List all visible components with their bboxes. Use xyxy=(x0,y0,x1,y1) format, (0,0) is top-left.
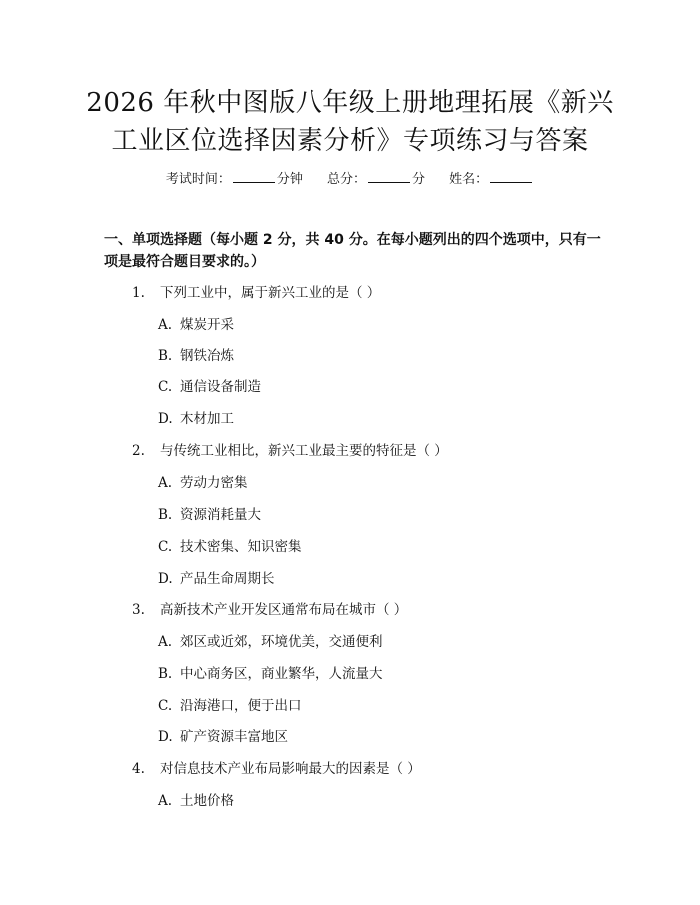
option-label: B. xyxy=(158,507,173,523)
total-score-label: 总分： xyxy=(326,172,366,187)
option-text: 通信设备制造 xyxy=(180,379,261,395)
option-text: 矿产资源丰富地区 xyxy=(180,729,288,745)
question-1-option-d xyxy=(158,409,234,429)
option-text: 资源消耗量大 xyxy=(180,507,261,523)
student-name-field xyxy=(449,172,534,187)
question-number: 3. xyxy=(132,602,145,618)
option-text: 沿海港口，便于出口 xyxy=(180,698,302,714)
question-number: 2. xyxy=(132,443,145,459)
option-label: A. xyxy=(158,793,173,809)
exam-time-unit: 分钟 xyxy=(276,172,303,187)
option-label: D. xyxy=(158,411,173,427)
option-label: C. xyxy=(158,539,173,555)
option-text: 煤炭开采 xyxy=(180,317,234,333)
question-4 xyxy=(132,759,421,779)
option-text: 钢铁冶炼 xyxy=(180,348,234,364)
question-3 xyxy=(132,600,407,620)
total-score-unit: 分 xyxy=(412,172,426,187)
question-2 xyxy=(132,441,448,461)
question-1-option-a xyxy=(158,315,234,335)
question-1-option-b xyxy=(158,346,234,366)
option-label: A. xyxy=(158,634,173,650)
option-text: 产品生命周期长 xyxy=(180,571,275,587)
option-label: D. xyxy=(158,571,173,587)
exam-time-blank xyxy=(233,170,275,183)
question-3-option-d xyxy=(158,727,288,747)
question-2-option-d xyxy=(158,569,275,589)
option-label: A. xyxy=(158,317,173,333)
question-4-option-a xyxy=(158,791,234,811)
option-label: D. xyxy=(158,729,173,745)
student-name-blank xyxy=(490,170,532,183)
question-3-option-c xyxy=(158,696,302,716)
exam-meta xyxy=(0,170,700,189)
question-1-option-c xyxy=(158,377,261,397)
question-number: 1. xyxy=(132,285,145,301)
total-score-blank xyxy=(368,170,410,183)
student-name-label: 姓名： xyxy=(449,172,489,187)
document-title xyxy=(40,84,660,160)
question-text: 对信息技术产业布局影响最大的因素是（ ） xyxy=(160,761,421,777)
option-text: 土地价格 xyxy=(180,793,234,809)
option-text: 木材加工 xyxy=(180,411,234,427)
question-2-option-a xyxy=(158,473,248,493)
option-label: C. xyxy=(158,379,173,395)
question-text: 与传统工业相比，新兴工业最主要的特征是（ ） xyxy=(160,443,448,459)
title-line-2: 工业区位选择因素分析》专项练习与答案 xyxy=(111,126,589,156)
question-3-option-b xyxy=(158,664,383,684)
section-heading: 一、单项选择题（每小题 2 分，共 40 分。在每小题列出的四个选项中，只有一项是最符合题目要求的。） xyxy=(104,232,601,270)
question-2-option-b xyxy=(158,505,261,525)
option-label: B. xyxy=(158,666,173,682)
question-number: 4. xyxy=(132,761,145,777)
option-label: B. xyxy=(158,348,173,364)
question-text: 高新技术产业开发区通常布局在城市（ ） xyxy=(160,602,408,618)
option-text: 郊区或近郊，环境优美，交通便利 xyxy=(180,634,383,650)
option-text: 劳动力密集 xyxy=(180,475,248,491)
question-3-option-a xyxy=(158,632,383,652)
question-2-option-c xyxy=(158,537,302,557)
option-text: 技术密集、知识密集 xyxy=(180,539,302,555)
option-label: C. xyxy=(158,698,173,714)
title-line-1: 2026 年秋中图版八年级上册地理拓展《新兴 xyxy=(86,88,614,118)
total-score-field xyxy=(327,172,429,187)
question-1 xyxy=(132,283,380,303)
option-text: 中心商务区，商业繁华，人流量大 xyxy=(180,666,383,682)
option-label: A. xyxy=(158,475,173,491)
question-text: 下列工业中，属于新兴工业的是（ ） xyxy=(160,285,381,301)
exam-time-label: 考试时间： xyxy=(165,172,231,187)
exam-time-field xyxy=(166,172,307,187)
